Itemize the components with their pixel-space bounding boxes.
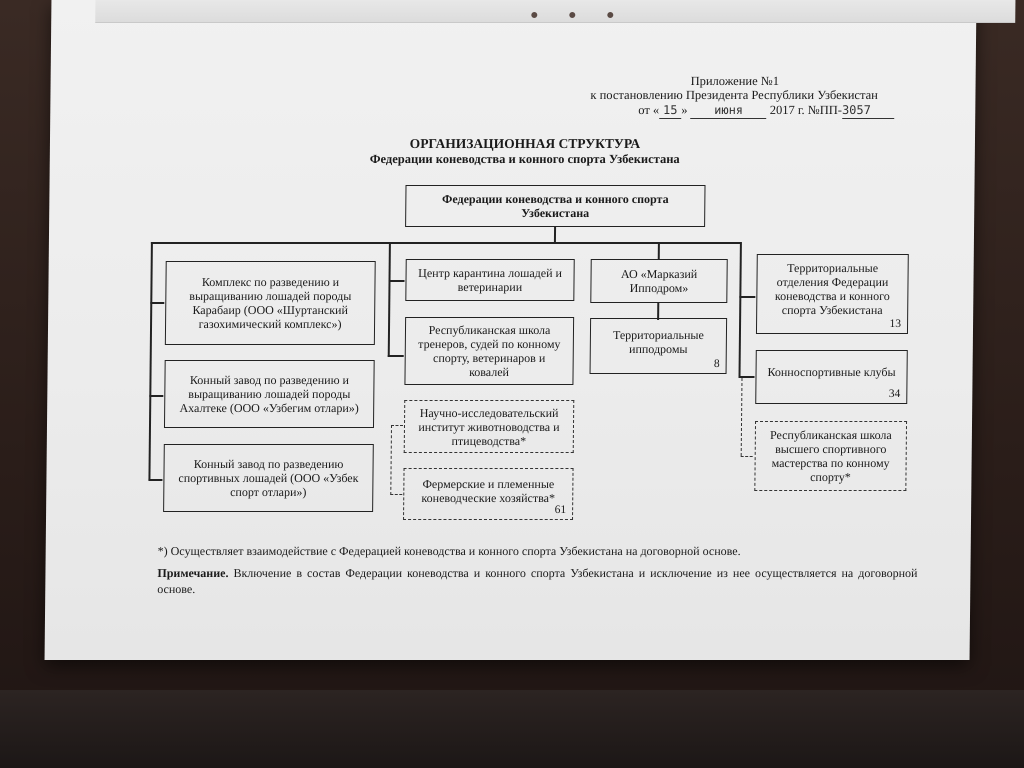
staple-hole bbox=[607, 12, 613, 18]
org-count: 13 bbox=[889, 318, 902, 330]
note bbox=[157, 565, 917, 597]
org-box-akhalteke bbox=[164, 360, 375, 428]
connector bbox=[148, 479, 162, 481]
staple-hole bbox=[531, 12, 537, 18]
org-label: Конноспортивные клубы bbox=[767, 365, 896, 379]
org-box-territorial-hippodromes bbox=[590, 318, 728, 374]
page-fold bbox=[95, 0, 1015, 23]
org-box-territorial-branches bbox=[756, 254, 909, 334]
date-mid: » bbox=[681, 103, 688, 117]
org-label: Республиканская школа тренеров, судей по конному спорту, ветеринаров и ковалей bbox=[418, 323, 561, 379]
page-subtitle: Федерации коневодства и конного спорта Узбекистана bbox=[369, 152, 680, 166]
org-box-quarantine-center bbox=[405, 259, 574, 301]
root-federation-box bbox=[405, 185, 705, 227]
connector bbox=[658, 242, 660, 260]
connector bbox=[388, 355, 404, 357]
decree-number: 3057 bbox=[842, 103, 894, 119]
footnote: *) Осуществляет взаимодействие с Федерацией коневодства и конного спорта Узбекистана на договорной основе. bbox=[157, 544, 741, 558]
connector bbox=[151, 242, 741, 244]
org-label: Комплекс по разведению и выращиванию лошадей породы Карабаир (ООО «Шуртанский газохимический комплекс») bbox=[189, 275, 352, 331]
org-label: Территориальные ипподромы bbox=[612, 328, 704, 356]
connector bbox=[739, 296, 755, 298]
date-day: 15 bbox=[659, 103, 681, 119]
org-box-higher-sports-school bbox=[754, 421, 907, 491]
org-box-sport-horses bbox=[163, 444, 374, 512]
connector bbox=[738, 242, 741, 378]
decree-reference: к постановлению Президента Республики Узбекистан bbox=[590, 88, 878, 102]
root-label: Федерации коневодства и конного спорта Узбекистана bbox=[442, 192, 669, 220]
dashed-connector bbox=[390, 425, 392, 495]
connector bbox=[150, 302, 164, 304]
date-month: июня bbox=[691, 103, 767, 119]
org-label: Научно-исследовательский институт животноводства и птицеводства* bbox=[418, 405, 560, 448]
org-label: АО «Марказий Ипподром» bbox=[620, 267, 698, 295]
org-label: Республиканская школа высшего спортивного мастерства по конному спорту* bbox=[769, 428, 892, 484]
staple-hole bbox=[569, 12, 575, 18]
org-label: Конный завод по разведению и выращиванию лошадей породы Ахалтеке (ООО «Узбегим отлари») bbox=[179, 373, 359, 415]
connector bbox=[149, 395, 163, 397]
org-count: 8 bbox=[713, 358, 720, 370]
dashed-connector bbox=[390, 494, 402, 495]
date-suffix: 2017 г. №ПП- bbox=[769, 103, 843, 117]
org-box-farms bbox=[403, 468, 574, 520]
org-box-equestrian-clubs bbox=[755, 350, 908, 404]
dashed-connector bbox=[391, 425, 403, 426]
org-box-trainers-school bbox=[404, 317, 574, 385]
org-label: Центр карантина лошадей и ветеринарии bbox=[418, 266, 563, 294]
org-count: 34 bbox=[888, 388, 901, 400]
connector bbox=[389, 280, 405, 282]
org-count: 61 bbox=[554, 504, 567, 516]
appendix-label: Приложение №1 bbox=[690, 74, 780, 88]
note-label: Примечание. bbox=[157, 566, 229, 580]
dashed-connector bbox=[741, 456, 753, 457]
dashed-connector bbox=[741, 378, 743, 456]
document-page bbox=[45, 0, 977, 660]
connector bbox=[554, 227, 556, 243]
org-label: Территориальные отделения Федерации коневодства и конного спорта Узбекистана bbox=[774, 261, 890, 317]
org-label: Фермерские и племенные коневодческие хозяйства* bbox=[421, 477, 556, 505]
org-box-karabair bbox=[165, 261, 376, 345]
connector bbox=[388, 242, 391, 357]
note-text: Включение в состав Федерации коневодства и конного спорта Узбекистана и исключение из нее осуществляется на договорной основе. bbox=[157, 566, 918, 596]
org-box-central-hippodrome bbox=[590, 259, 727, 303]
decree-date bbox=[638, 103, 894, 119]
desk-edge bbox=[0, 690, 1024, 768]
page-title: ОРГАНИЗАЦИОННАЯ СТРУКТУРА bbox=[409, 136, 641, 151]
org-label: Конный завод по разведению спортивных лошадей (ООО «Узбек спорт отлари») bbox=[178, 457, 359, 499]
connector bbox=[148, 242, 152, 480]
org-box-research-institute bbox=[404, 400, 575, 453]
date-prefix: от « bbox=[638, 103, 660, 117]
